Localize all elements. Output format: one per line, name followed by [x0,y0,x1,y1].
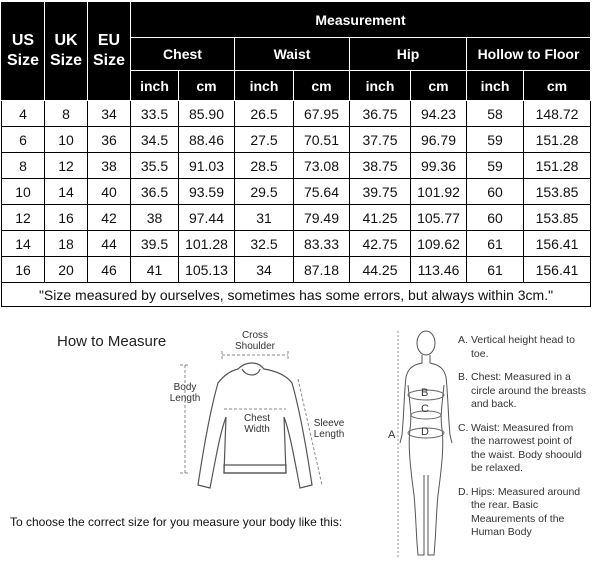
table-cell: 88.46 [179,127,235,153]
table-cell: 151.28 [524,127,591,153]
figure-body [400,355,452,555]
table-cell: 14 [45,179,88,205]
size-chart-table [1,1,591,307]
table-cell: 101.92 [411,179,467,205]
table-cell: 41.25 [350,205,411,231]
table-cell: 75.64 [294,179,350,205]
how-to-measure-title: How to Measure [57,333,167,350]
unit-header: cm [294,71,350,101]
table-cell: 14 [2,231,45,257]
table-cell: 44.25 [350,257,411,283]
table-cell: 18 [45,231,88,257]
garment-neckline [242,369,260,375]
table-cell: 36.5 [131,179,179,205]
unit-header: inch [350,71,411,101]
header-uk-size: UK Size [45,2,88,101]
table-cell: 113.46 [411,257,467,283]
unit-header: inch [467,71,524,101]
table-cell: 83.33 [294,231,350,257]
note-item: D. Hips: Measured around the rear. Basic Meaurements of the Human Body [458,485,581,538]
header-measurement: Measurement [131,2,591,38]
note-item: B. Chest: Measured in a circle around the breasts and back. [458,371,586,410]
table-cell: 101.28 [179,231,235,257]
table-cell: 33.5 [131,101,179,127]
figure-letter-c: C [421,403,429,415]
table-cell: 61 [467,231,524,257]
table-cell: 8 [45,101,88,127]
table-cell: 93.59 [179,179,235,205]
choose-size-instruction: To choose the correct size for you measure your body like this: [10,515,343,529]
table-cell: 44 [88,231,131,257]
table-cell: 6 [2,127,45,153]
table-cell: 87.18 [294,257,350,283]
table-cell: 97.44 [179,205,235,231]
table-cell: 148.72 [524,101,591,127]
table-cell: 46 [88,257,131,283]
table-cell: 16 [45,205,88,231]
header-waist: Waist [235,38,350,71]
header-hollow-to-floor: Hollow to Floor [467,38,591,71]
table-cell: 31 [235,205,294,231]
table-cell: 28.5 [235,153,294,179]
unit-header: inch [235,71,294,101]
table-cell: 58 [467,101,524,127]
table-cell: 8 [2,153,45,179]
table-cell: 85.90 [179,101,235,127]
table-cell: 153.85 [524,179,591,205]
table-cell: 12 [2,205,45,231]
table-cell: 39.75 [350,179,411,205]
figure-letter-a: A [388,429,396,441]
table-cell: 99.36 [411,153,467,179]
table-cell: 12 [45,153,88,179]
note-item: C. Waist: Measured from the narrowest point of the waist. Body shoould be relaxed. [458,421,582,474]
table-cell: 96.79 [411,127,467,153]
table-cell: 41 [131,257,179,283]
figure-letter-b: B [421,387,429,399]
table-cell: 10 [45,127,88,153]
table-row [2,153,591,179]
table-cell: 42 [88,205,131,231]
table-cell: 67.95 [294,101,350,127]
table-cell: 61 [467,257,524,283]
table-cell: 35.5 [131,153,179,179]
table-cell: 34 [88,101,131,127]
table-cell: 32.5 [235,231,294,257]
table-cell: 59 [467,127,524,153]
body-length-label: Body Length [169,382,201,404]
unit-header: inch [131,71,179,101]
unit-header: cm [524,71,591,101]
body-figure-diagram [390,325,460,565]
table-row [2,179,591,205]
table-cell: 10 [2,179,45,205]
table-row [2,231,591,257]
table-cell: 16 [2,257,45,283]
header-chest: Chest [131,38,235,71]
table-cell: 94.23 [411,101,467,127]
table-cell: 109.62 [411,231,467,257]
table-cell: 39.5 [131,231,179,257]
table-cell: 38 [131,205,179,231]
figure-letter-d: D [421,426,429,438]
chest-width-label: Chest Width [243,413,271,435]
table-cell: 37.75 [350,127,411,153]
table-cell: 36.75 [350,101,411,127]
header-us-size: US Size [2,2,45,101]
table-row [2,127,591,153]
table-cell: 34 [235,257,294,283]
measure-notes [458,334,589,543]
table-cell: 29.5 [235,179,294,205]
table-cell: 153.85 [524,205,591,231]
table-cell: 59 [467,153,524,179]
figure-head [417,331,435,355]
table-cell: 105.77 [411,205,467,231]
table-row [2,257,591,283]
table-cell: 42.75 [350,231,411,257]
table-cell: 36 [88,127,131,153]
table-row [2,101,591,127]
table-cell: 151.28 [524,153,591,179]
table-cell: 60 [467,179,524,205]
size-note: "Size measured by ourselves, sometimes has some errors, but always within 3cm." [2,283,591,307]
table-cell: 38 [88,153,131,179]
table-cell: 27.5 [235,127,294,153]
table-cell: 34.5 [131,127,179,153]
table-cell: 60 [467,205,524,231]
table-cell: 70.51 [294,127,350,153]
table-cell: 79.49 [294,205,350,231]
table-cell: 26.5 [235,101,294,127]
unit-header: cm [411,71,467,101]
table-cell: 156.41 [524,257,591,283]
table-cell: 105.13 [179,257,235,283]
table-row [2,205,591,231]
table-cell: 156.41 [524,231,591,257]
cross-shoulder-label: Cross Shoulder [234,330,276,352]
table-cell: 38.75 [350,153,411,179]
table-cell: 91.03 [179,153,235,179]
table-cell: 73.08 [294,153,350,179]
header-hip: Hip [350,38,467,71]
table-cell: 40 [88,179,131,205]
unit-header: cm [179,71,235,101]
header-eu-size: EU Size [88,2,131,101]
note-item: A. Vertical height head to toe. [458,334,575,360]
table-cell: 20 [45,257,88,283]
table-cell: 4 [2,101,45,127]
sleeve-length-label: Sleeve Length [313,418,345,440]
